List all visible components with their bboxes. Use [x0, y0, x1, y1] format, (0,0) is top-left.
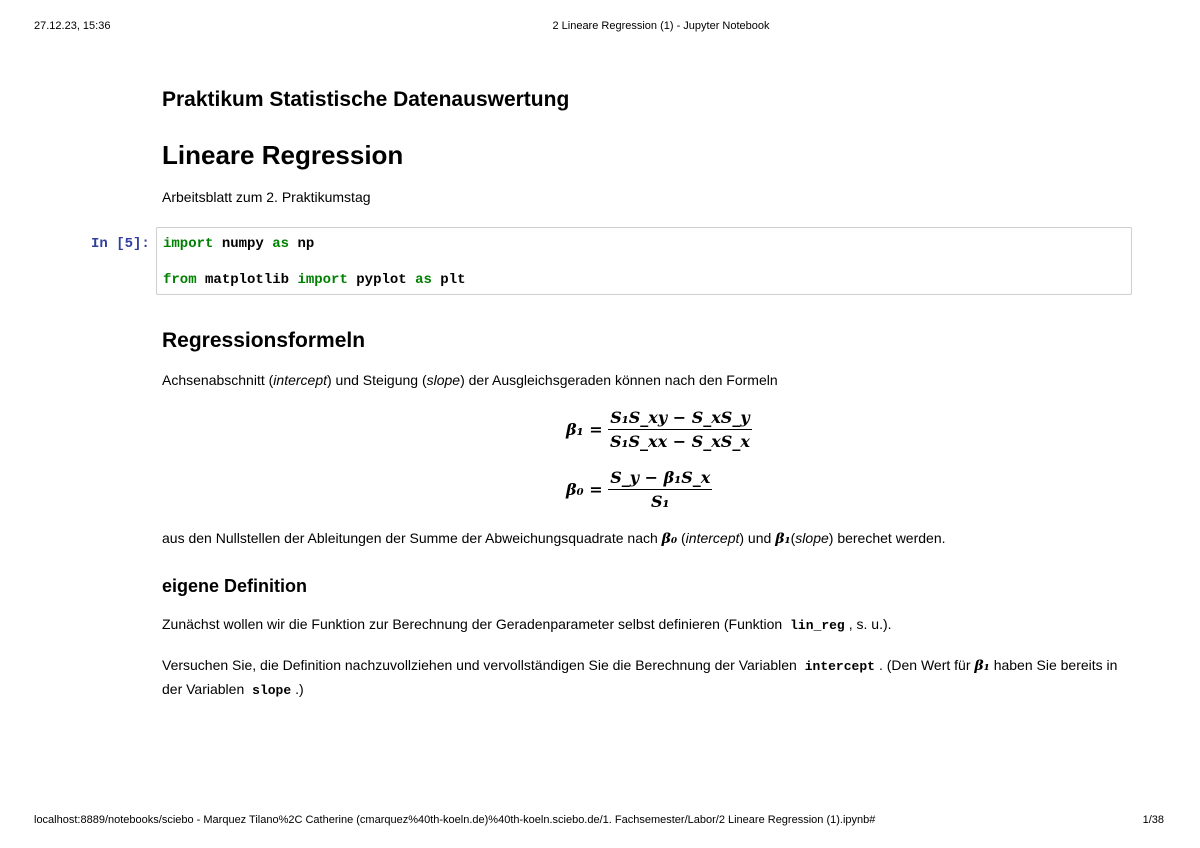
- heading-eigene-definition: eigene Definition: [162, 576, 308, 596]
- text: Achsenabschnitt (: [162, 372, 274, 388]
- formula-lhs: β₀ =: [566, 480, 603, 499]
- text: (: [677, 530, 686, 546]
- print-datetime: 27.12.23, 15:36: [34, 20, 111, 32]
- code-keyword: import: [163, 236, 214, 252]
- text: ) und Steigung (: [327, 372, 427, 388]
- paragraph-formeln: [162, 372, 778, 388]
- text: (: [790, 530, 796, 546]
- code-text: pyplot: [347, 272, 416, 288]
- heading-praktikum: Praktikum Statistische Datenauswertung: [162, 88, 570, 111]
- text: . (Den Wert für: [878, 657, 975, 673]
- subtitle: Arbeitsblatt zum 2. Praktikumstag: [162, 189, 371, 205]
- text-intercept: intercept: [273, 372, 327, 388]
- text: haben Sie bereits in der Variablen: [162, 657, 1118, 697]
- text: ) der Ausgleichsgeraden können nach den Formeln: [460, 372, 778, 388]
- print-header: [0, 20, 1200, 36]
- text-slope: slope: [426, 372, 461, 388]
- print-page-number: 1/38: [1142, 814, 1164, 826]
- text: , s. u.).: [848, 616, 892, 632]
- code-text: np: [289, 236, 315, 252]
- code-keyword: from: [163, 272, 197, 288]
- formula-numerator: S₁S_xy − S_xS_y: [608, 408, 751, 430]
- code-keyword: as: [415, 272, 432, 288]
- paragraph-lin-reg: [162, 616, 892, 633]
- formula-denominator: S₁S_xx − S_xS_x: [609, 432, 750, 451]
- print-url: localhost:8889/notebooks/sciebo - Marquez Tilano%2C Catherine (cmarquez%40th-koeln.de)%40th-koeln.sciebo.de/1. Fachsemester/Labor/2 Lineare Regression (1).ipynb#: [34, 814, 876, 826]
- math-beta1: β₁: [974, 658, 990, 674]
- print-title: 2 Lineare Regression (1) - Jupyter Notebook: [552, 20, 770, 32]
- formula-fraction: [608, 468, 712, 511]
- code-text: matplotlib: [196, 272, 298, 288]
- text: ) und: [739, 530, 776, 546]
- math-beta0: β₀: [661, 531, 678, 547]
- text-intercept: intercept: [685, 530, 740, 546]
- text: Versuchen Sie, die Definition nachzuvollziehen und vervollständigen Sie die Berechnung der Variablen: [162, 657, 801, 673]
- heading-regressionsformeln: Regressionsformeln: [162, 329, 366, 352]
- inline-code-slope: slope: [252, 683, 292, 698]
- text: .): [295, 681, 304, 697]
- paragraph-intercept: [162, 654, 1134, 702]
- code-text: numpy: [213, 236, 273, 252]
- code-line-1: [163, 236, 314, 252]
- code-keyword: import: [297, 272, 348, 288]
- inline-code-lin-reg: lin_reg: [790, 618, 845, 633]
- paragraph-nullstellen: [162, 530, 946, 547]
- formula-denominator: S₁: [650, 492, 670, 511]
- cell-prompt: In [5]:: [91, 236, 150, 252]
- formula-beta1: [566, 408, 752, 451]
- formula-fraction: [608, 408, 751, 451]
- inline-code-intercept: intercept: [804, 659, 875, 674]
- math-beta1: β₁: [775, 531, 791, 547]
- text-slope: slope: [795, 530, 829, 546]
- text: Zunächst wollen wir die Funktion zur Berechnung der Geradenparameter selbst definieren (Funktion: [162, 616, 787, 632]
- text: ) berechet werden.: [828, 530, 946, 546]
- formula-beta0: [566, 468, 712, 511]
- formula-lhs: β₁ =: [566, 420, 603, 439]
- code-cell[interactable]: [156, 227, 1132, 295]
- code-text: plt: [431, 272, 466, 288]
- formula-numerator: S_y − β₁S_x: [608, 468, 712, 490]
- heading-lineare-regression: Lineare Regression: [162, 140, 404, 170]
- text: aus den Nullstellen der Ableitungen der Summe der Abweichungsquadrate nach: [162, 530, 662, 546]
- code-keyword: as: [272, 236, 290, 252]
- code-line-2: [163, 272, 466, 288]
